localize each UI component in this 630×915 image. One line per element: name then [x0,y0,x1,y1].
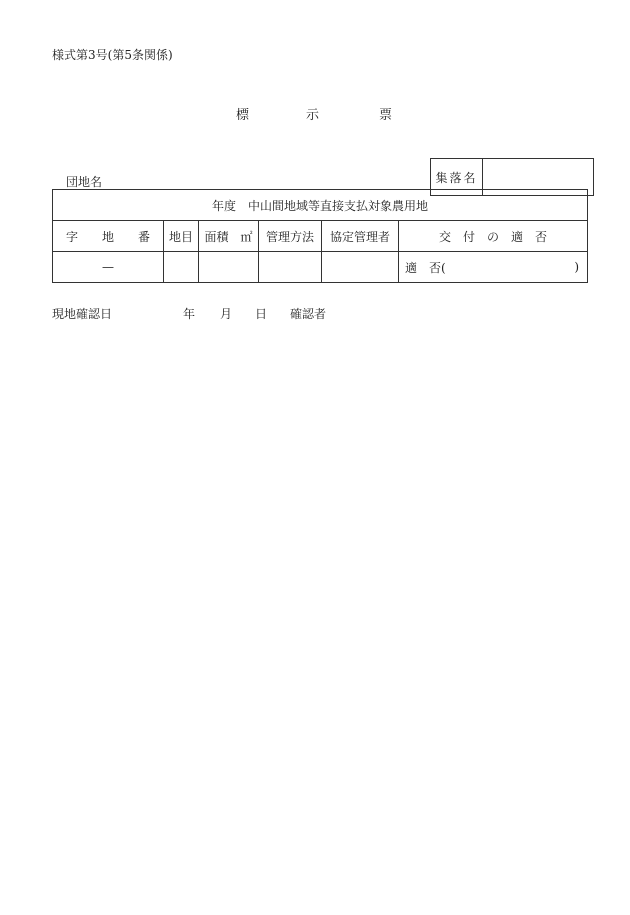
confirmer-label: 確認者 [290,307,327,321]
village-name-label: 集落名 [431,159,483,196]
cell-suitability[interactable]: 適 否( [399,252,556,283]
cell-suitability-close: ) [555,252,588,283]
col-kofu: 交 付 の 適 否 [399,221,588,252]
col-chimoku: 地目 [164,221,199,252]
col-kyotei: 協定管理者 [322,221,399,252]
cell-kanri[interactable] [259,252,322,283]
col-area: 面積 ㎡ [199,221,259,252]
header-row: 年度 中山間地域等直接支払対象農用地 [53,190,588,221]
month-label: 月 [220,307,233,321]
day-label: 日 [255,307,268,321]
site-check-date-label: 現地確認日 [52,307,113,321]
cell-lot[interactable]: — [53,252,164,283]
col-aza-chiban: 字 地 番 [53,221,164,252]
col-kanri-hoho: 管理方法 [259,221,322,252]
cell-chimoku[interactable] [164,252,199,283]
title-char-2: 示 [306,108,320,123]
year-label: 年 [183,307,196,321]
title-char-1: 標 [236,108,250,123]
group-name-label: 団地名 [66,174,103,189]
cell-area[interactable] [199,252,259,283]
form-number: 様式第3号(第5条関係) [52,48,173,62]
title-char-3: 票 [379,108,393,123]
farmland-table [52,189,588,283]
cell-kyotei[interactable] [322,252,399,283]
